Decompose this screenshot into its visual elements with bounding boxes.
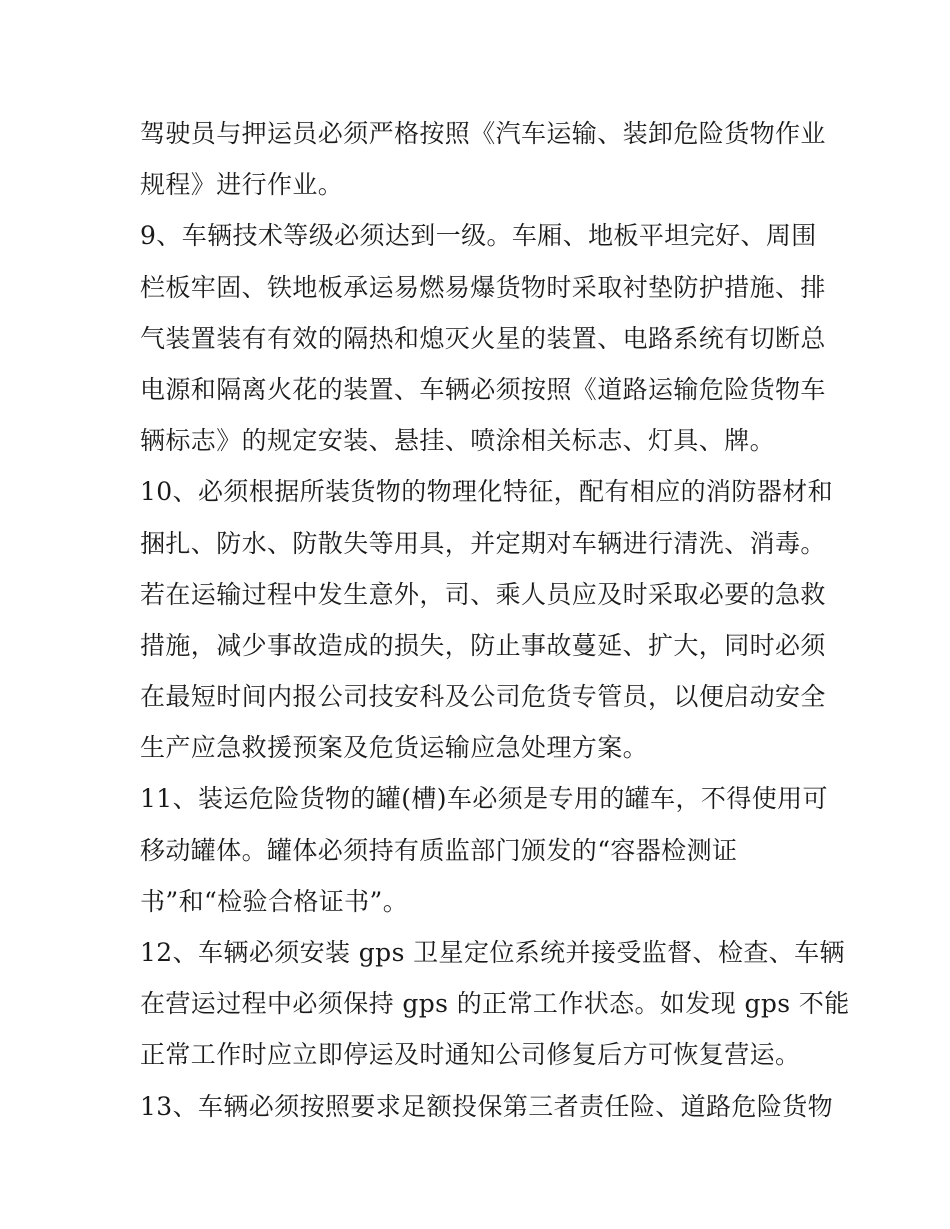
text-line: 在营运过程中必须保持 gps 的正常工作状态。如发现 gps 不能: [140, 989, 850, 1019]
text-line: 11、装运危险货物的罐(槽)车必须是专用的罐车，不得使用可: [140, 784, 828, 814]
text-line: 气装置装有有效的隔热和熄灭火星的装置、电路系统有切断总: [140, 323, 826, 353]
text-line: 生产应急救援预案及危货运输应急处理方案。: [140, 733, 649, 763]
body-text: [140, 108, 850, 1132]
text-line: 10、必须根据所装货物的物理化特征，配有相应的消防器材和: [140, 477, 834, 507]
text-line: 书”和“检验合格证书”。: [140, 886, 409, 916]
text-line: 若在运输过程中发生意外，司、乘人员应及时采取必要的急救: [140, 579, 826, 609]
text-line: 移动罐体。罐体必须持有质监部门颁发的“容器检测证: [140, 835, 738, 865]
text-line: 栏板牢固、铁地板承运易燃易爆货物时采取衬垫防护措施、排: [140, 272, 826, 302]
text-line: 辆标志》的规定安装、悬挂、喷涂相关标志、灯具、牌。: [140, 426, 776, 456]
text-line: 12、车辆必须安装 gps 卫星定位系统并接受监督、检查、车辆: [140, 938, 845, 967]
text-line: 13、车辆必须按照要求足额投保第三者责任险、道路危险货物: [140, 1091, 834, 1121]
text-line: 捆扎、防水、防散失等用具，并定期对车辆进行清洗、消毒。: [140, 528, 826, 558]
text-line: 9、车辆技术等级必须达到一级。车厢、地板平坦完好、周围: [140, 221, 817, 251]
text-line: 驾驶员与押运员必须严格按照《汽车运输、装卸危险货物作业: [140, 119, 826, 148]
text-line: 正常工作时应立即停运及时通知公司修复后方可恢复营运。: [140, 1040, 801, 1070]
text-line: 措施，减少事故造成的损失，防止事故蔓延、扩大，同时必须: [140, 630, 826, 660]
text-line: 在最短时间内报公司技安科及公司危货专管员，以便启动安全: [140, 682, 826, 712]
text-line: 电源和隔离火花的装置、车辆必须按照《道路运输危险货物车: [140, 374, 826, 404]
text-line: 规程》进行作业。: [140, 170, 344, 200]
